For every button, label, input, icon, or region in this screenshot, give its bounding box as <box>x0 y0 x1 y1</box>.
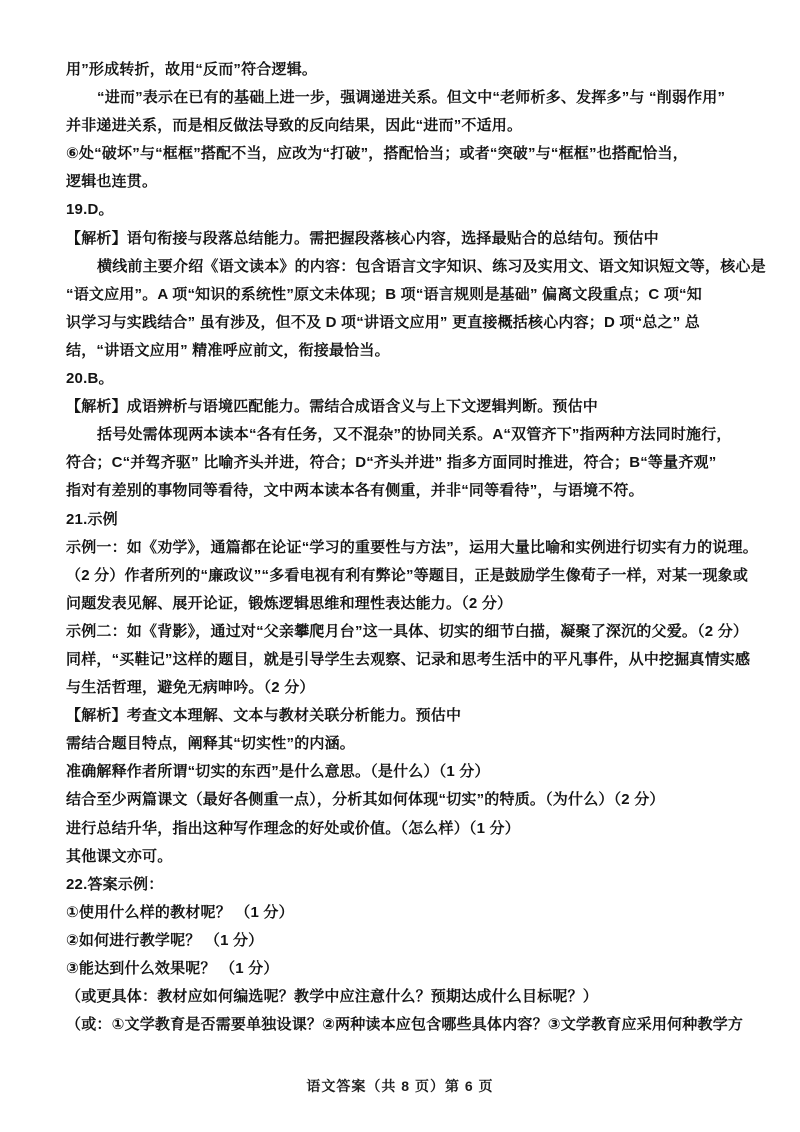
text-line: “语文应用”。A 项“知识的系统性”原文未体现；B 项“语言规则是基础” 偏离文段重点；C 项“知 <box>66 285 702 303</box>
text-line: 【解析】语句衔接与段落总结能力。需把握段落核心内容，选择最贴合的总结句。预估中 <box>66 229 659 247</box>
text-line: 准确解释作者所谓“切实的东西”是什么意思。（是什么）（1 分） <box>66 763 490 781</box>
text-line: 并非递进关系，而是相反做法导致的反向结果，因此“进而”不适用。 <box>66 117 523 135</box>
text-line: 与生活哲理，避免无病呻吟。（2 分） <box>66 679 315 697</box>
text-line: 括号处需体现两本读本“各有任务，又不混杂”的协同关系。A“双管齐下”指两种方法同时施行， <box>97 426 732 444</box>
answer-20: 20.B。 <box>66 370 114 388</box>
answer-22: 22.答案示例： <box>66 875 164 893</box>
text-line: 【解析】考查文本理解、文本与教材关联分析能力。预估中 <box>66 707 462 725</box>
text-line: ⑥处“破坏”与“框框”搭配不当，应改为“打破”，搭配恰当；或者“突破”与“框框”也搭配恰当， <box>66 145 688 163</box>
text-line: 横线前主要介绍《语文读本》的内容：包含语言文字知识、练习及实用文、语文知识短文等，核心是 <box>97 257 766 275</box>
answer-21: 21.示例 <box>66 510 118 528</box>
text-line: 识学习与实践结合” 虽有涉及，但不及 D 项“讲语文应用” 更直接概括核心内容；D 项“总之” 总 <box>66 313 700 331</box>
text-line: 逻辑也连贯。 <box>66 173 158 191</box>
text-line: 同样，“买鞋记”这样的题目，就是引导学生去观察、记录和思考生活中的平凡事件，从中挖掘真情实感 <box>66 650 751 668</box>
answer-key-text <box>66 56 766 1039</box>
text-line: 进行总结升华，指出这种写作理念的好处或价值。（怎么样）（1 分） <box>66 819 520 837</box>
text-line: 结合至少两篇课文（最好各侧重一点），分析其如何体现“切实”的特质。（为什么）（2 分） <box>66 791 665 809</box>
text-line: 问题发表见解、展开论证，锻炼逻辑思维和理性表达能力。（2 分） <box>66 594 513 612</box>
text-line: ②如何进行教学呢？ （1 分） <box>66 931 264 949</box>
text-line: （或更具体：教材应如何编选呢？教学中应注意什么？预期达成什么目标呢？） <box>66 988 599 1006</box>
text-line: 示例一：如《劝学》，通篇都在论证“学习的重要性与方法”，运用大量比喻和实例进行切实有力的说理。 <box>66 538 758 556</box>
text-line: （或：①文学教育是否需要单独设课？②两种读本应包含哪些具体内容？③文学教育应采用何种教学方 <box>66 1016 744 1034</box>
text-line: 其他课文亦可。 <box>66 847 173 865</box>
text-line: 结，“讲语文应用” 精准呼应前文，衔接最恰当。 <box>66 341 390 359</box>
text-line: （2 分）作者所列的“廉政议”“多看电视有利有弊论”等题目，正是鼓励学生像荀子一样，对某一现象或 <box>66 566 749 584</box>
page-footer: 语文答案（共 8 页）第 6 页 <box>306 1078 494 1094</box>
text-line: ③能达到什么效果呢？ （1 分） <box>66 960 279 977</box>
text-line: ①使用什么样的教材呢？ （1 分） <box>66 903 294 921</box>
text-line: 示例二：如《背影》，通过对“父亲攀爬月台”这一具体、切实的细节白描，凝聚了深沉的父爱。（2 分） <box>66 622 749 640</box>
text-line: 指对有差别的事物同等看待，文中两本读本各有侧重，并非“同等看待”，与语境不符。 <box>66 482 644 500</box>
text-line: 【解析】成语辨析与语境匹配能力。需结合成语含义与上下文逻辑判断。预估中 <box>66 398 599 416</box>
text-line: 需结合题目特点，阐释其“切实性”的内涵。 <box>66 735 356 753</box>
text-line: 符合；C“并驾齐驱” 比喻齐头并进，符合；D“齐头并进” 指多方面同时推进，符合；B“等量齐观” <box>66 454 717 472</box>
text-line: “进而”表示在已有的基础上进一步，强调递进关系。但文中“老师析多、发挥多”与 “削弱作用” <box>97 89 726 107</box>
answer-19: 19.D。 <box>66 201 114 219</box>
text-line: 用”形成转折，故用“反而”符合逻辑。 <box>66 61 318 78</box>
